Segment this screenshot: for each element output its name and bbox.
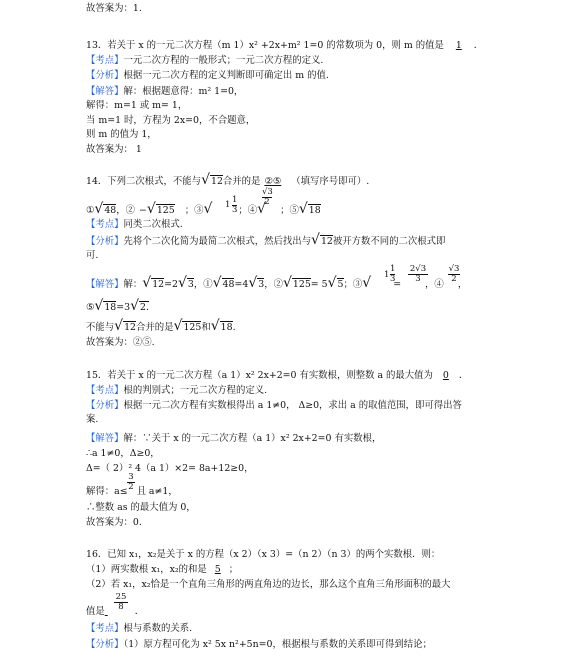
q14-j-f3-num: 3 xyxy=(454,264,460,274)
q13-line1: 解得：m=1 或 m= 1， xyxy=(86,100,188,111)
q14-l3-d: . xyxy=(232,322,236,333)
q16-p1-answer: 5 xyxy=(214,564,221,575)
q16-kaodian xyxy=(86,623,192,635)
q14-kaodian-text: 同类二次根式. xyxy=(123,219,183,230)
q14-line4: 故答案为：②⑤. xyxy=(86,337,155,348)
q13-end: ． xyxy=(473,40,484,51)
q14-line2 xyxy=(86,300,149,314)
q16-kaodian-text: 根与系数的关系. xyxy=(123,623,193,634)
q13-kaodian-text: 一元二次方程的一般形式；一元二次方程的定义. xyxy=(123,55,324,66)
q14-l2-rad2: 2. xyxy=(140,302,149,313)
q16-p2-b: 值是 xyxy=(86,606,105,617)
sqrt-icon: √ xyxy=(448,264,454,274)
q16-p1-a: （1）两实数根 x₁，x₂的和是 xyxy=(86,564,207,575)
sqrt-icon: √ xyxy=(94,201,104,217)
sqrt-icon: √ xyxy=(130,298,140,314)
q14-stem-mid: 合并的是 xyxy=(222,176,261,187)
sqrt-icon: √ xyxy=(327,275,337,291)
q13-line2: 当 m=1 时，方程为 2x=0，不合题意， xyxy=(86,115,256,126)
q14-j-f1-num: 1 xyxy=(390,264,396,274)
q16-fenxi-tag: 【分析】 xyxy=(86,639,124,650)
sqrt-icon: √ xyxy=(94,298,104,314)
q15-line5: 故答案为：0. xyxy=(86,517,142,528)
q16-p1-b: ； xyxy=(228,564,239,575)
q14-j-d: ；③ xyxy=(343,279,363,290)
q14-j-e4: = xyxy=(393,279,402,290)
sqrt-icon: √ xyxy=(146,201,156,217)
q14-j-e3: = 5 xyxy=(310,279,328,290)
q14-opt2-radicand: 125 xyxy=(156,205,175,216)
q15-line2: Δ=（ 2）² 4（a 1）×2= 8a+12≥0， xyxy=(86,463,254,474)
sqrt-icon: √ xyxy=(362,275,372,291)
sqrt-icon: √ xyxy=(311,232,320,248)
sqrt-icon: √ xyxy=(282,275,292,291)
sqrt-icon: √ xyxy=(114,318,124,334)
q14-j-r1: 12 xyxy=(152,279,165,290)
q14-j-f3-den: 2 xyxy=(448,274,460,284)
q14-j-b: ，① xyxy=(193,279,213,290)
q14-opt5-radicand: 18 xyxy=(308,205,321,216)
sqrt-icon: √ xyxy=(201,172,210,188)
q14-answer: ②⑤ xyxy=(264,176,282,187)
sqrt-icon: √ xyxy=(203,201,213,217)
q15-line4: ∴整数 as 的最大值为 0， xyxy=(86,502,196,513)
q14-j-f1-whole: 1 xyxy=(384,270,390,280)
q15-l3-a: 解得：a≤ xyxy=(86,486,128,497)
q13-stem-text: 13．若关于 x 的一元二次方程（m 1）x² +2x+m² 1=0 的常数项为 0，则 m 的值是 xyxy=(86,40,444,51)
q14-opt4-num: 3 xyxy=(267,187,273,197)
q16-part2: （2）若 x₁，x₂恰是一个直角三角形的两直角边的边长，那么这个直角三角形面积的最大 xyxy=(86,579,451,590)
q14-opt3-label: ；③ xyxy=(184,205,204,216)
q14-opt3-whole: 1 xyxy=(225,200,231,210)
q14-options xyxy=(86,200,321,217)
q14-line3 xyxy=(86,320,236,334)
q13-jieda-tag: 【解答】 xyxy=(86,86,124,97)
q15-frac-den: 2 xyxy=(128,482,134,492)
q14-j-f3 xyxy=(448,265,460,284)
sqrt-icon: √ xyxy=(142,275,152,291)
q14-stem-radicand: 12 xyxy=(210,176,223,187)
q15-end: ． xyxy=(458,370,469,381)
q14-j-e: ，④ xyxy=(425,279,444,290)
q16-part1 xyxy=(86,564,238,576)
q13-kaodian xyxy=(86,55,323,67)
q15-fenxi xyxy=(86,400,462,412)
q14-j-r1b: 3 xyxy=(187,279,194,290)
q14-fenxi-b: 被开方数不同的二次根式即 xyxy=(332,236,446,247)
q14-j-f2 xyxy=(408,265,428,284)
q14-opt4-label: ；④ xyxy=(238,205,258,216)
q14-j-f2-den: 3 xyxy=(408,274,428,284)
q14-j-f2-num: 2√3 xyxy=(409,264,427,274)
q15-fenxi-tag: 【分析】 xyxy=(86,400,124,411)
q14-jieda-tag: 【解答】 xyxy=(86,279,124,290)
q13-fenxi-text: 根据一元二次方程的定义判断即可确定出 m 的值. xyxy=(123,70,329,81)
q14-stem-text: 14．下列二次根式，不能与 xyxy=(86,176,202,187)
q14-kaodian xyxy=(86,219,183,231)
q15-stem-text: 15．若关于 x 的一元二次方程（a 1）x² 2x+2=0 有实数根，则整数 a 的最大值为 xyxy=(86,370,433,381)
q14-opt3-den: 3 xyxy=(232,205,238,215)
q14-fenxi-cont: 可. xyxy=(86,250,99,261)
q14-l3-rad: 12 xyxy=(124,322,136,333)
q13-jieda-text: 解：根据题意得：m² 1=0， xyxy=(123,86,244,97)
q15-line1: ∴a 1≠0，Δ≥0， xyxy=(86,448,160,459)
q14-j-e2: =4 xyxy=(234,279,249,290)
q14-opt1-radicand: 48 xyxy=(104,205,117,216)
q16-stem: 16．已知 x₁，x₂是关于 x 的方程（x 2）（x 3）=（n 2）（n 3）的两个实数根．则： xyxy=(86,549,441,560)
q14-opt1-label: ① xyxy=(86,205,95,216)
q14-j-r3b: 5 xyxy=(337,279,344,290)
sqrt-icon: √ xyxy=(212,275,222,291)
q15-fenxi-cont: 案. xyxy=(86,414,99,425)
q14-fenxi-radicand: 12 xyxy=(320,236,333,247)
q15-kaodian-text: 根的判别式；一元二次方程的定义. xyxy=(123,385,268,396)
q14-stem xyxy=(86,174,369,188)
q14-j-f1-den: 3 xyxy=(390,274,396,284)
sqrt-icon: √ xyxy=(248,275,258,291)
q14-j-a: 解： xyxy=(123,279,143,290)
q13-answer: 1 xyxy=(455,40,462,51)
q14-l2-b: =3 xyxy=(116,302,131,313)
q15-jieda xyxy=(86,433,381,445)
sqrt-icon: √ xyxy=(298,201,308,217)
q16-part2-cont xyxy=(86,606,144,618)
q14-opt4-fraction xyxy=(262,188,272,207)
q15-stem xyxy=(86,370,468,382)
q13-line4: 故答案为： 1 xyxy=(86,144,142,155)
q15-answer: 0 xyxy=(442,370,449,381)
q16-kaodian-tag: 【考点】 xyxy=(86,623,124,634)
q14-l3-rad3: 18 xyxy=(220,322,233,333)
q14-opt4-den: 2 xyxy=(262,197,272,207)
q15-kaodian-tag: 【考点】 xyxy=(86,385,124,396)
q16-fenxi-text: （1）原方程可化为 x² 5x n²+5n=0，根据根与系数的关系即可得到结论； xyxy=(123,639,432,650)
q14-l3-rad2: 125 xyxy=(183,322,202,333)
q15-frac-num: 3 xyxy=(128,472,134,482)
q13-line3: 则 m 的值为 1， xyxy=(86,129,157,140)
q14-fenxi-tag: 【分析】 xyxy=(86,236,124,247)
q14-opt5-label: ；⑤ xyxy=(280,205,299,216)
q13-fenxi xyxy=(86,70,329,82)
q14-j-r3: 125 xyxy=(292,279,311,290)
sqrt-icon: √ xyxy=(173,318,183,334)
q14-opt3-num: 1 xyxy=(232,195,238,205)
q16-fenxi xyxy=(86,639,432,651)
q15-l3-b: 且 a≠1， xyxy=(136,486,178,497)
q14-fenxi xyxy=(86,234,445,248)
sqrt-icon: √ xyxy=(257,201,267,217)
q14-opt2-label: ，② xyxy=(116,205,136,216)
q14-j-r2b: 3 xyxy=(258,279,265,290)
q13-fenxi-tag: 【分析】 xyxy=(86,70,124,81)
q14-l2-a: ⑤ xyxy=(86,302,95,313)
q14-opt3-fraction xyxy=(225,195,238,215)
q14-l3-b: 合并的是 xyxy=(136,322,174,333)
q14-j-c: ，② xyxy=(264,279,283,290)
q14-j-f1 xyxy=(384,264,396,284)
q14-j-e1: =2 xyxy=(164,279,178,290)
q14-j-end: ， xyxy=(457,279,468,290)
q16-frac-den: 8 xyxy=(114,602,128,612)
sqrt-icon: √ xyxy=(262,187,268,197)
q14-kaodian-tag: 【考点】 xyxy=(86,219,124,230)
q14-l2-rad: 18 xyxy=(104,302,117,313)
q14-l3-c: 和 xyxy=(201,322,211,333)
q15-jieda-text: 解：∵关于 x 的一元二次方程（a 1）x² 2x+2=0 有实数根， xyxy=(123,433,382,444)
q16-p2-c: ． xyxy=(134,606,145,617)
sqrt-icon: √ xyxy=(210,318,220,334)
q13-stem xyxy=(86,40,483,52)
sqrt-icon: √ xyxy=(177,275,187,291)
q14-j-r2: 48 xyxy=(222,279,235,290)
q13-kaodian-tag: 【考点】 xyxy=(86,55,124,66)
q15-line3 xyxy=(86,486,178,498)
q15-fenxi-a: 根据一元二次方程有实数根得出 a 1≠0， Δ≥0，求出 a 的取值范围，即可得出答 xyxy=(123,400,462,411)
q14-opt2-minus: − xyxy=(139,205,147,216)
q13-jieda xyxy=(86,86,243,98)
q15-kaodian xyxy=(86,385,267,397)
q16-frac-num: 25 xyxy=(115,592,127,602)
q15-jieda-tag: 【解答】 xyxy=(86,433,124,444)
q14-fenxi-a: 先将个二次化简为最简二次根式，然后找出与 xyxy=(123,236,312,247)
q14-stem-end: （填写序号即可）. xyxy=(291,176,370,187)
prev-answer-line: 故答案为：1. xyxy=(86,3,142,14)
q14-l3-a: 不能与 xyxy=(86,322,115,333)
